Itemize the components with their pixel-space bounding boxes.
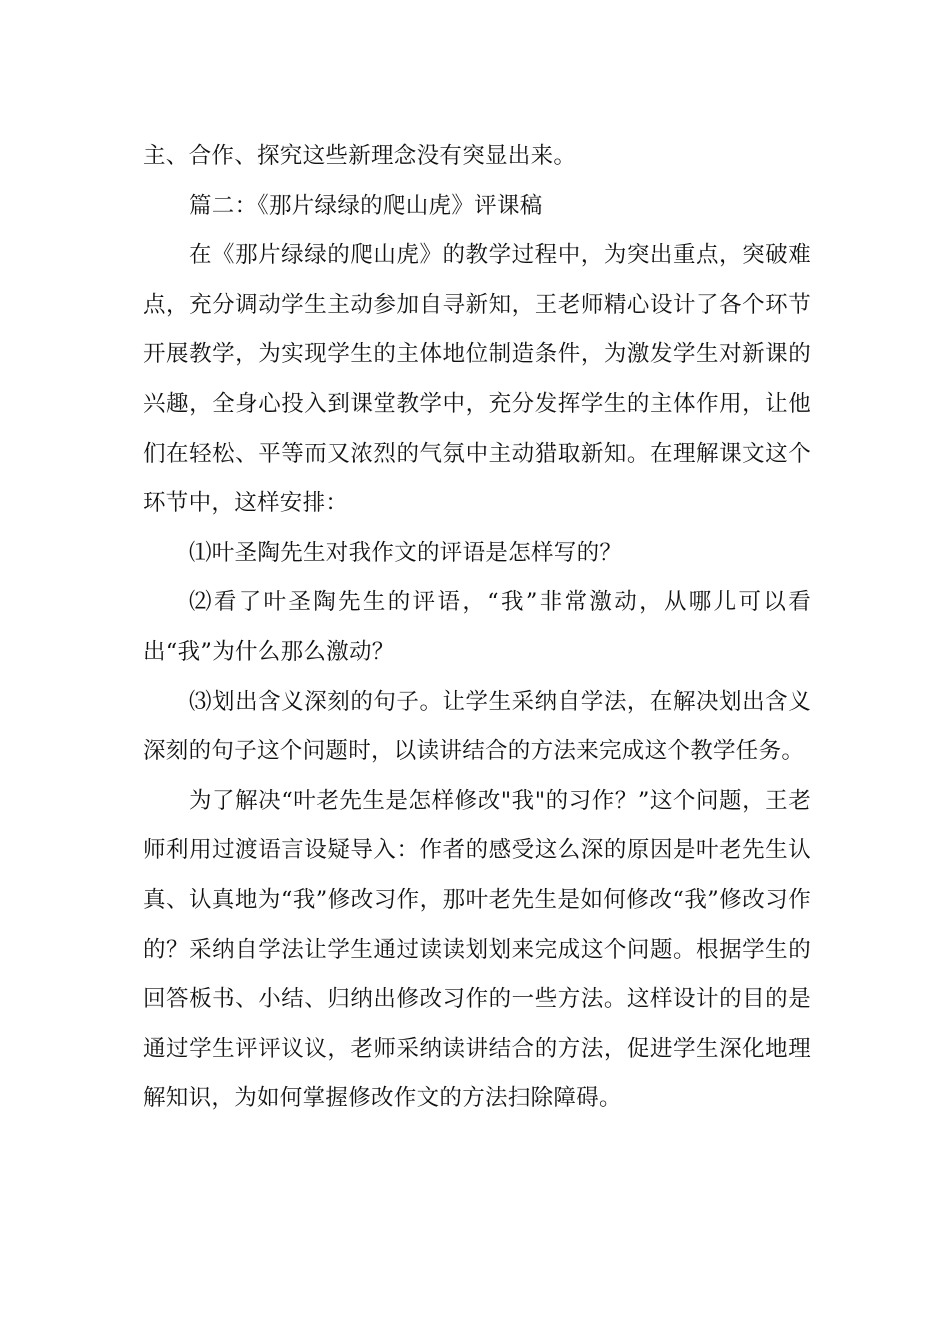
section-heading: 篇二：《那片绿绿的爬山虎》评课稿 [189, 192, 543, 219]
list-item-3: ⑶划出含义深刻的句子。让学生采纳自学法，在解决划出含义深刻的句子这个问题时，以读讲结合的方法来完成这个教学任务。 [143, 688, 811, 765]
list-item-2: ⑵看了叶圣陶先生的评语，“我”非常激动，从哪儿可以看出“我”为什么那么激动？ [143, 589, 811, 665]
paragraph-intro: 在《那片绿绿的爬山虎》的教学过程中，为突出重点，突破难点，充分调动学生主动参加自寻新知，王老师精心设计了各个环节开展教学，为实现学生的主体地位制造条件，为激发学生对新课的兴趣，全身心投入到课堂教学中，充分发挥学生的主体作用，让他们在轻松、平等而又浓烈的气氛中主动猎取新知。在理解课文这个环节中，这样安排： [143, 242, 811, 517]
document-body [143, 132, 811, 1124]
paragraph-conclusion: 为了解决“叶老先生是怎样修改"我"的习作？”这个问题，王老师利用过渡语言设疑导入：作者的感受这么深的原因是叶老先生认真、认真地为“我”修改习作，那叶老先生是如何修改“我”修改习作的？采纳自学法让学生通过读读划划来完成这个问题。根据学生的回答板书、小结、归纳出修改习作的一些方法。这样设计的目的是通过学生评评议议，老师采纳读讲结合的方法，促进学生深化地理解知识，为如何掌握修改作文的方法扫除障碍。 [143, 787, 811, 1112]
paragraph-continuation: 主、合作、探究这些新理念没有突显出来。 [143, 143, 577, 169]
list-item-1: ⑴叶圣陶先生对我作文的评语是怎样写的？ [189, 539, 623, 566]
